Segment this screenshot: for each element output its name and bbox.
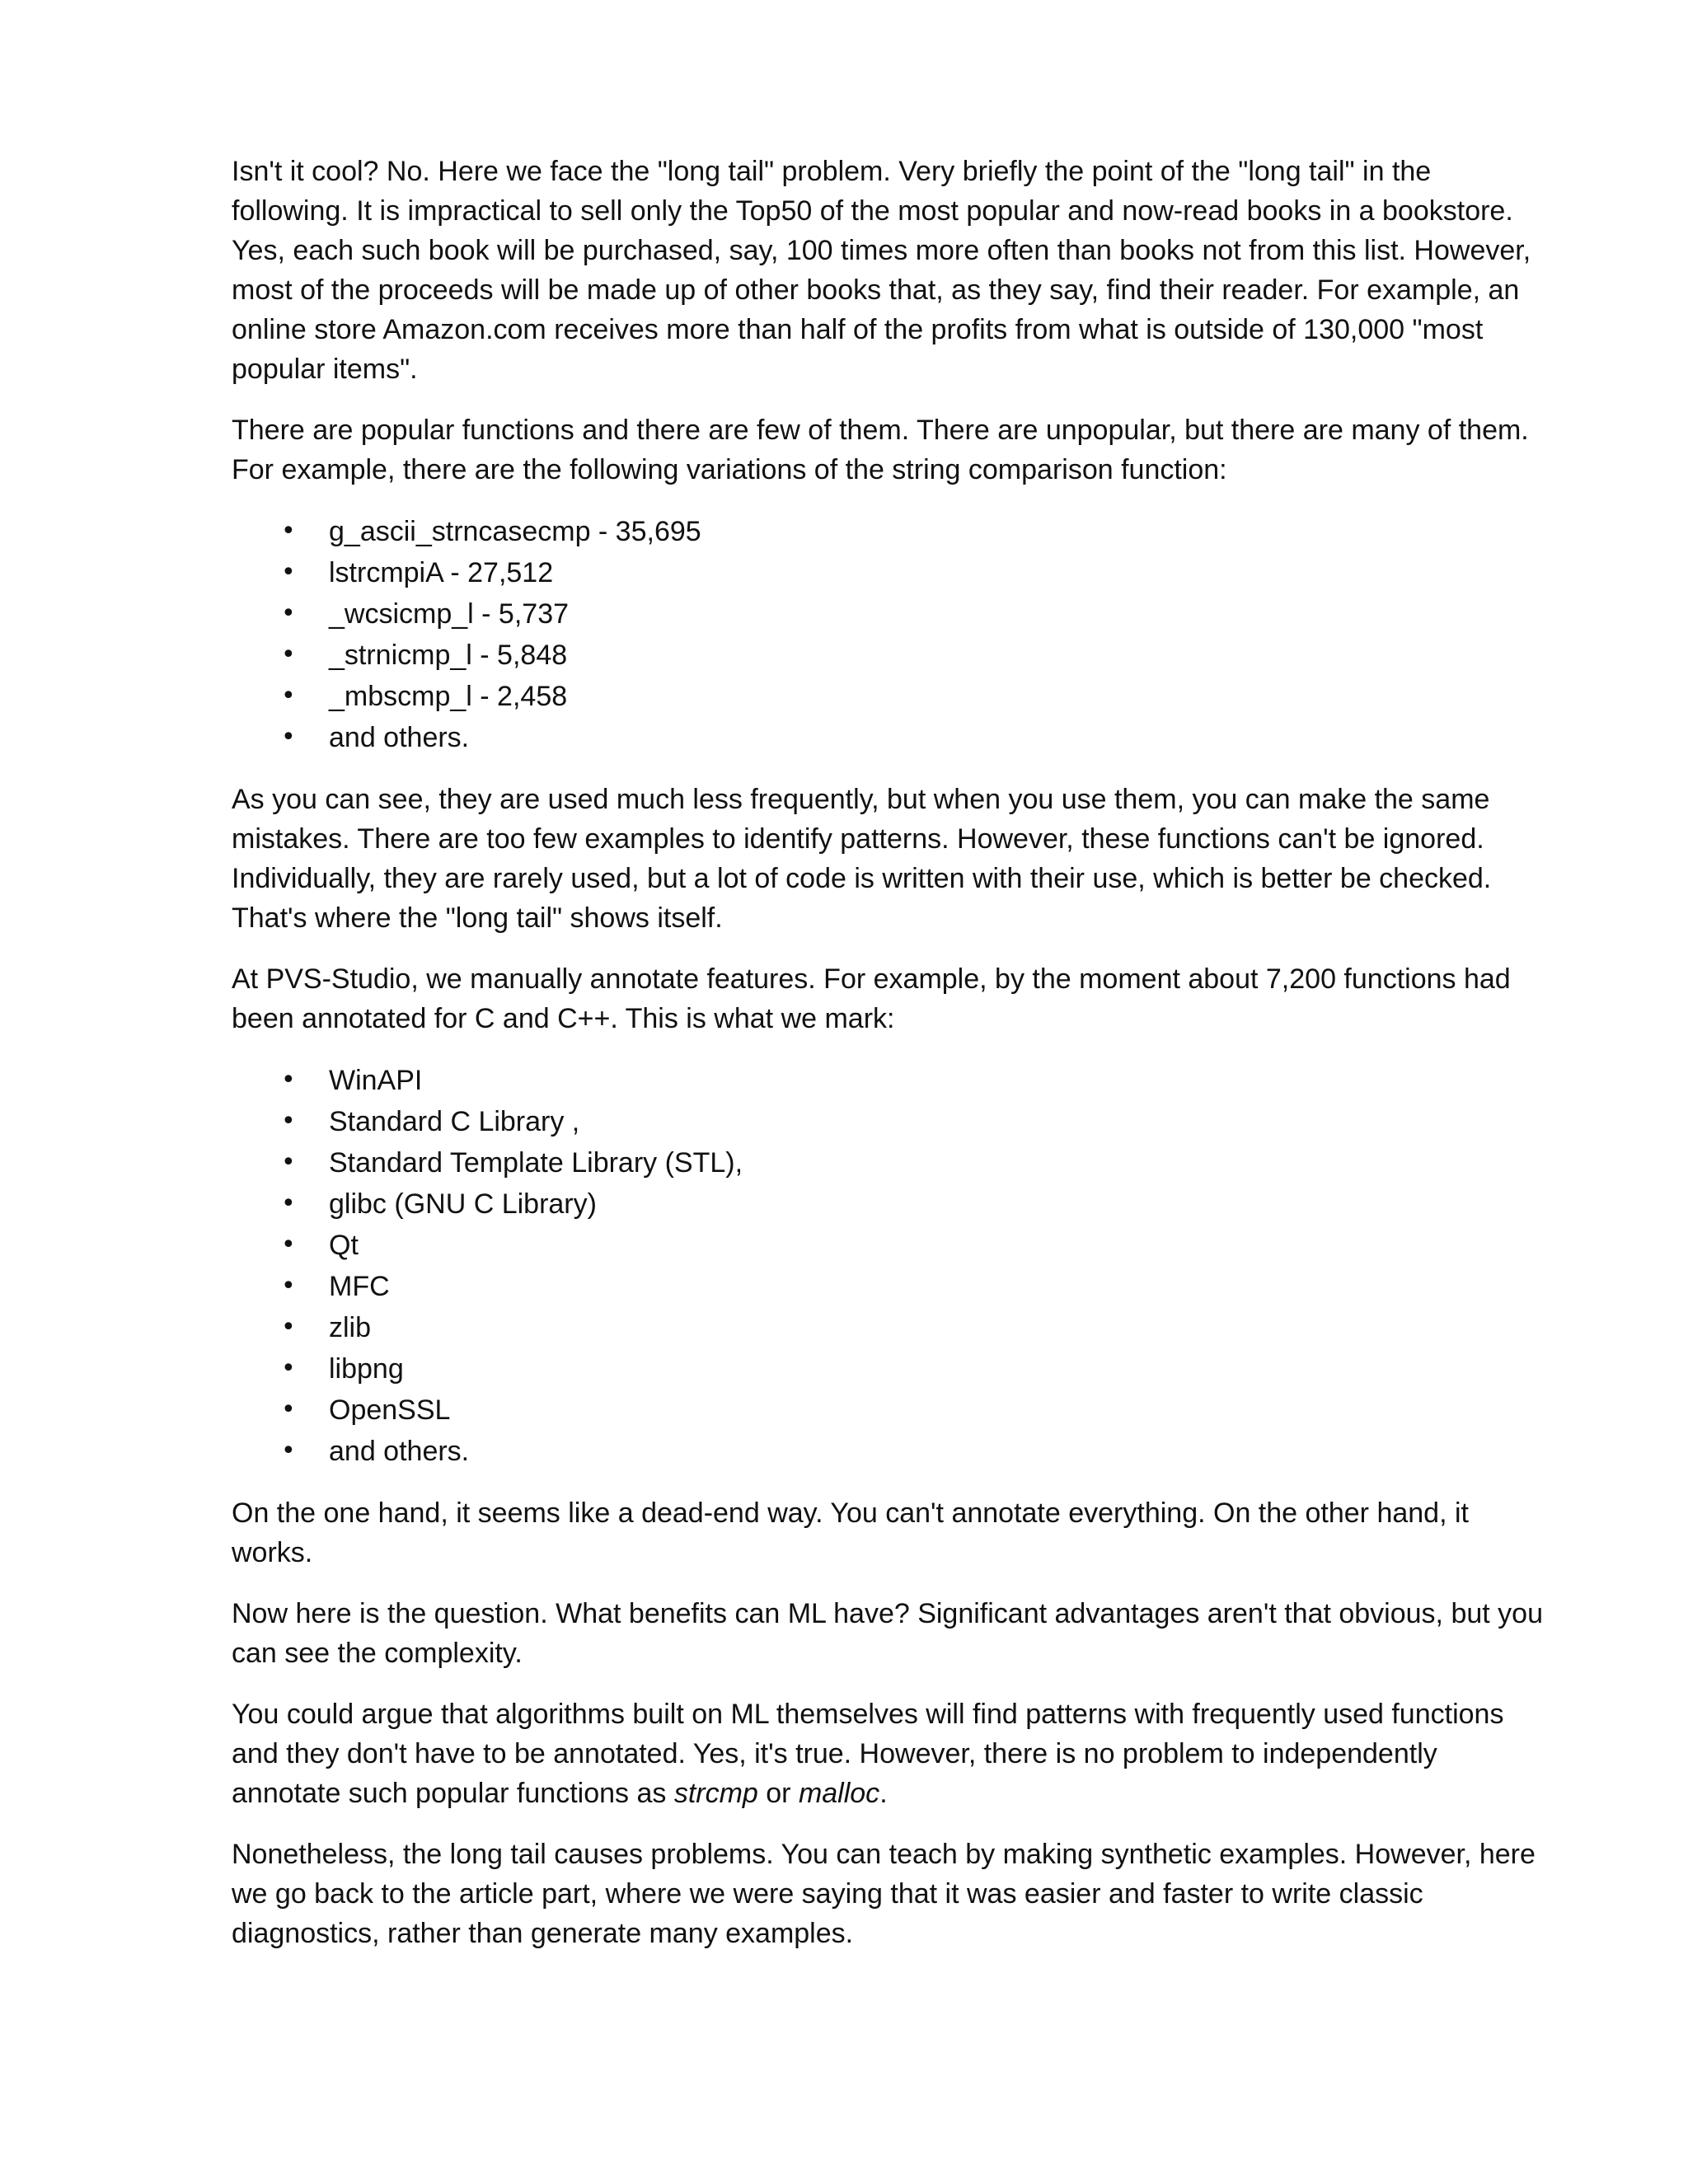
list-item-text: Qt (329, 1230, 359, 1261)
paragraph-rarely-used: As you can see, they are used much less frequently, but when you use them, you can make the same mistakes. There are too few examples to identify patterns. However, these functions can't be ignored. Individually, they are rarely used, but a lot of code is written with their use, which is better be checked. That's where the "long tail" shows itself. (232, 784, 1492, 934)
bullet-icon: • (281, 1313, 296, 1342)
list-item (232, 1060, 1550, 1101)
bullet-icon: • (281, 640, 296, 669)
list-item-text: OpenSSL (329, 1394, 451, 1426)
list-item (232, 1307, 1550, 1348)
list-item (232, 593, 1550, 635)
bullet-icon: • (281, 1066, 296, 1094)
string-comparison-function-list (232, 511, 1550, 758)
bullet-icon: • (281, 599, 296, 628)
function-name-strcmp: strcmp (673, 1778, 758, 1809)
bullet-icon: • (281, 723, 296, 752)
list-item-text: g_ascii_strncasecmp - 35,695 (329, 516, 701, 547)
bullet-icon: • (281, 1395, 296, 1424)
function-name-malloc: malloc (798, 1778, 880, 1809)
list-item (232, 1348, 1550, 1390)
list-item (232, 676, 1550, 717)
list-item (232, 635, 1550, 676)
list-item-text: MFC (329, 1271, 390, 1302)
bullet-icon: • (281, 517, 296, 546)
list-item (232, 1101, 1550, 1142)
list-item-text: _mbscmp_l - 2,458 (329, 681, 568, 712)
list-item-text: Standard C Library , (329, 1106, 580, 1137)
bullet-icon: • (281, 1436, 296, 1465)
paragraph-dead-end: On the one hand, it seems like a dead-end way. You can't annotate everything. On the other hand, it works. (232, 1497, 1469, 1568)
list-item-text: glibc (GNU C Library) (329, 1188, 597, 1220)
list-item-text: lstrcmpiA - 27,512 (329, 557, 554, 588)
list-item (232, 552, 1550, 593)
paragraph-long-tail: Isn't it cool? No. Here we face the "long tail" problem. Very briefly the point of the "long tail" in the following. It is impractical to sell only the Top50 of the most popular and now-read books in a bookstore. Yes, each such book will be purchased, say, 100 times more often than books not from this list. However, most of the proceeds will be made up of other books that, as they say, find their reader. For example, an online store Amazon.com receives more than half of the profits from what is outside of 130,000 "most popular items". (232, 156, 1531, 385)
bullet-icon: • (281, 1148, 296, 1177)
list-item (232, 1142, 1550, 1183)
list-item (232, 1225, 1550, 1266)
bullet-icon: • (281, 1272, 296, 1301)
bullet-icon: • (281, 1189, 296, 1218)
paragraph-text: or (757, 1778, 799, 1809)
list-item-text: libpng (329, 1353, 404, 1385)
document-page (232, 152, 1550, 1975)
list-item (232, 1183, 1550, 1225)
list-item-text: and others. (329, 722, 470, 753)
paragraph-ml-patterns (232, 1694, 1550, 1813)
annotated-libraries-list (232, 1060, 1550, 1472)
list-item (232, 511, 1550, 552)
paragraph-text: You could argue that algorithms built on ML themselves will find patterns with frequently used functions and they don't have to be annotated. Yes, it's true. However, there is no problem to independently annotate such popular functions as (232, 1699, 1504, 1809)
bullet-icon: • (281, 1354, 296, 1383)
paragraph-text: . (879, 1778, 888, 1809)
list-item (232, 1390, 1550, 1431)
list-item (232, 1431, 1550, 1472)
list-item-text: zlib (329, 1312, 372, 1343)
bullet-icon: • (281, 558, 296, 587)
list-item-text: _wcsicmp_l - 5,737 (329, 598, 570, 630)
paragraph-ml-benefits: Now here is the question. What benefits can ML have? Significant advantages aren't that obvious, but you can see the complexity. (232, 1598, 1543, 1669)
list-item (232, 1266, 1550, 1307)
list-item (232, 717, 1550, 758)
bullet-icon: • (281, 1230, 296, 1259)
list-item-text: Standard Template Library (STL), (329, 1147, 743, 1179)
list-item-text: and others. (329, 1436, 470, 1467)
list-item-text: _strnicmp_l - 5,848 (329, 640, 568, 671)
paragraph-pvs-studio-annotation: At PVS-Studio, we manually annotate features. For example, by the moment about 7,200 functions had been annotated for C and C++. This is what we mark: (232, 963, 1511, 1034)
bullet-icon: • (281, 682, 296, 710)
paragraph-long-tail-problems: Nonetheless, the long tail causes problems. You can teach by making synthetic examples. However, here we go back to the article part, where we were saying that it was easier and faster to write classic diagnostics, rather than generate many examples. (232, 1839, 1536, 1949)
bullet-icon: • (281, 1107, 296, 1136)
paragraph-popular-functions: There are popular functions and there are few of them. There are unpopular, but there are many of them. For example, there are the following variations of the string comparison function: (232, 415, 1529, 485)
list-item-text: WinAPI (329, 1065, 423, 1096)
